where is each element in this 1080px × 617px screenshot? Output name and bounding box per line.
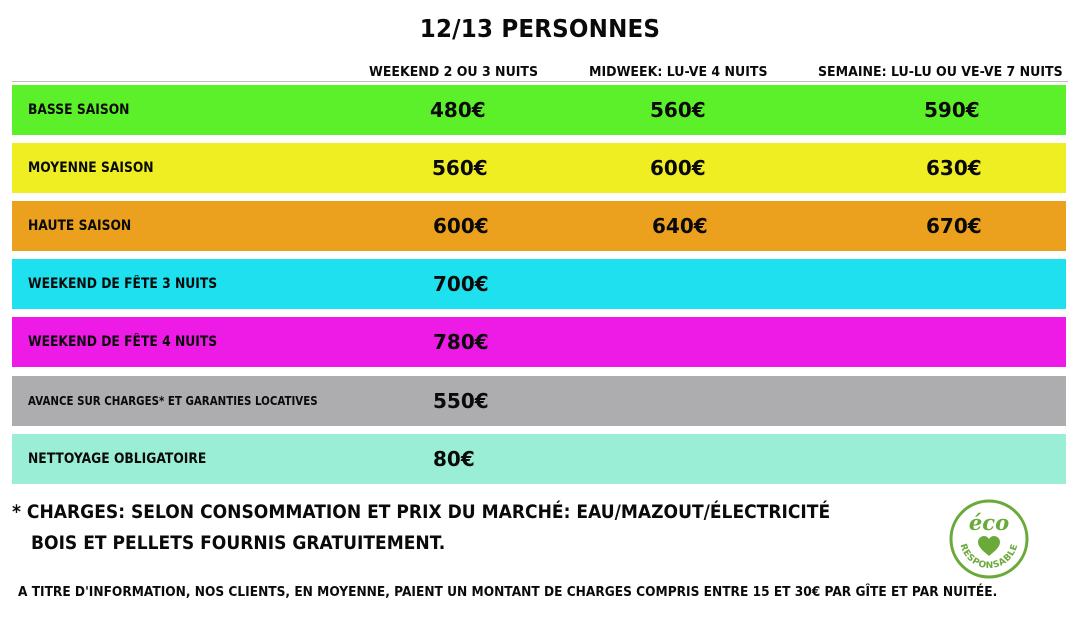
price-midweek: 560€ <box>650 98 706 122</box>
column-header-weekend: WEEKEND 2 OU 3 NUITS <box>369 64 539 80</box>
eco-responsable-badge <box>948 498 1030 580</box>
price-midweek: 640€ <box>652 214 708 238</box>
row-label: BASSE SAISON <box>28 102 130 118</box>
price-weekend: 780€ <box>433 330 489 354</box>
price-semaine: 670€ <box>926 214 982 238</box>
column-header-midweek: MIDWEEK: LU-VE 4 NUITS <box>589 64 768 80</box>
row-label: WEEKEND DE FÊTE 3 NUITS <box>28 276 218 292</box>
header-divider <box>12 81 1068 82</box>
price-row-nettoyage <box>12 434 1066 484</box>
charges-note: * CHARGES: SELON CONSOMMATION ET PRIX DU MARCHÉ: EAU/MAZOUT/ÉLECTRICITÉ <box>12 501 831 523</box>
price-weekend: 700€ <box>433 272 489 296</box>
heart-icon <box>978 536 1000 556</box>
price-semaine: 590€ <box>924 98 980 122</box>
price-row-weekend-fete-3 <box>12 259 1066 309</box>
price-midweek: 600€ <box>650 156 706 180</box>
badge-top-text: éco <box>968 510 1010 535</box>
price-weekend: 560€ <box>432 156 488 180</box>
price-row-haute-saison <box>12 201 1066 251</box>
price-weekend: 80€ <box>433 447 475 471</box>
column-header-semaine: SEMAINE: LU-LU OU VE-VE 7 NUITS <box>818 64 1063 80</box>
row-label: MOYENNE SAISON <box>28 160 154 176</box>
price-row-basse-saison <box>12 85 1066 135</box>
row-label: WEEKEND DE FÊTE 4 NUITS <box>28 334 218 350</box>
price-semaine: 630€ <box>926 156 982 180</box>
price-weekend: 550€ <box>433 389 489 413</box>
price-row-moyenne-saison <box>12 143 1066 193</box>
wood-note: BOIS ET PELLETS FOURNIS GRATUITEMENT. <box>31 532 446 554</box>
info-note: A TITRE D'INFORMATION, NOS CLIENTS, EN MOYENNE, PAIENT UN MONTANT DE CHARGES COMPRIS ENTRE 15 ET 30€ PAR GÎTE ET PAR NUITÉE. <box>18 584 998 600</box>
badge-bottom-text: RESPONSABLE <box>957 542 1021 572</box>
price-row-weekend-fete-4 <box>12 317 1066 367</box>
row-label: AVANCE SUR CHARGES* ET GARANTIES LOCATIVES <box>28 393 318 408</box>
price-row-avance-charges <box>12 376 1066 426</box>
price-weekend: 600€ <box>433 214 489 238</box>
price-weekend: 480€ <box>430 98 486 122</box>
row-label: HAUTE SAISON <box>28 218 132 234</box>
page-title: 12/13 PERSONNES <box>419 14 661 43</box>
row-label: NETTOYAGE OBLIGATOIRE <box>28 451 207 467</box>
